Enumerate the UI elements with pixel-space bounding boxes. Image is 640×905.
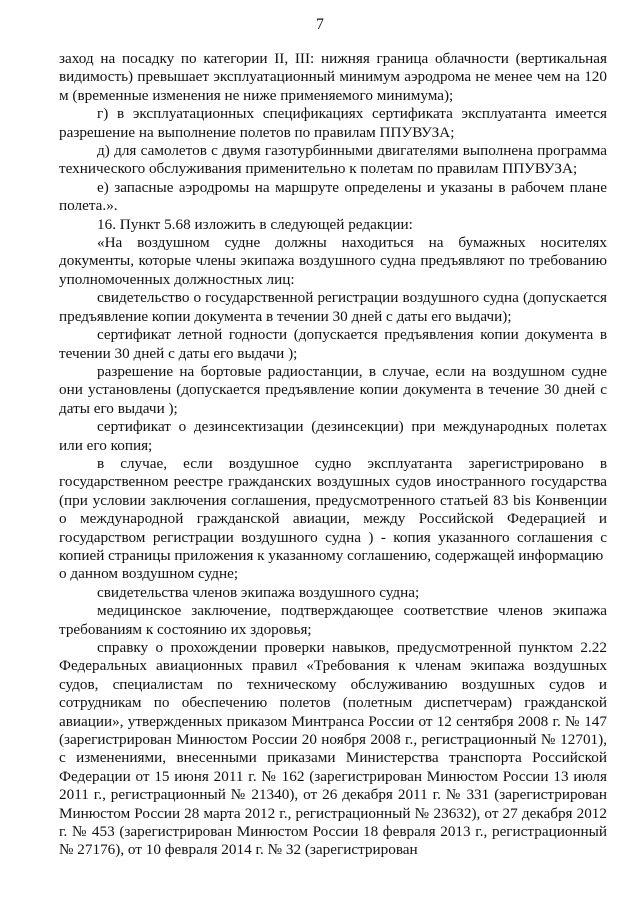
paragraph-item-d: д) для самолетов с двумя газотурбинными двигателями выполнена программа технического обслуживания применительно к полетам по правилам ППУВУЗА;: [59, 142, 607, 178]
paragraph-aircraft-info: о данном воздушном судне;: [59, 565, 239, 583]
page-number: 7: [316, 16, 324, 33]
paragraph-documents-intro: «На воздушном судне должны находиться на бумажных носителях документы, которые члены экипажа воздушного судна предъявляют по требованию уполномоченных должностных лиц:: [59, 234, 607, 288]
paragraph-disinsection-certificate: сертификат о дезинсектизации (дезинсекции) при международных полетах или его копия;: [59, 418, 607, 454]
paragraph-registration-certificate: свидетельство о государственной регистрации воздушного судна (допускается предъявление копии документа в течении 30 дней с даты его выдачи);: [59, 289, 607, 325]
paragraph-item-g: г) в эксплуатационных спецификациях сертификата эксплуатанта имеется разрешение на выполнение полетов по правилам ППУВУЗА;: [59, 105, 607, 141]
paragraph-medical-certificate: медицинское заключение, подтверждающее соответствие членов экипажа требованиям к состоянию их здоровья;: [59, 602, 607, 638]
document-body: [59, 50, 607, 860]
paragraph-approach-category: заход на посадку по категории II, III: нижняя граница облачности (вертикальная видимость) превышает эксплуатационный минимум аэродрома не менее чем на 120 м (временные изменения не ниже применяемого минимума);: [59, 50, 607, 104]
paragraph-airworthiness-certificate: сертификат летной годности (допускается предъявления копии документа в течении 30 дней с даты его выдачи );: [59, 326, 607, 362]
paragraph-radio-permit: разрешение на бортовые радиостанции, в случае, если на воздушном судне они установлены (допускается предъявление копии документа в течение 30 дней с даты его выдачи );: [59, 362, 607, 417]
paragraph-item-e: е) запасные аэродромы на маршруте определены и указаны в рабочем плане полета.».: [59, 178, 607, 215]
paragraph-foreign-registration: в случае, если воздушное судно эксплуатанта зарегистрировано в государственном реестре гражданских воздушных судов иностранного государства (при условии заключения соглашения, предусмотренного статьей 83 bis Конвенции о международной гражданской авиации, между Российской Федерацией и государством регистрации воздушного судна ) - копия указанного соглашения с копией страницы приложения к указанному соглашению, содержащей информацию: [59, 454, 607, 564]
paragraph-point-16: 16. Пункт 5.68 изложить в следующей редакции:: [97, 215, 413, 233]
paragraph-skills-check: справку о прохождении проверки навыков, предусмотренной пунктом 2.22 Федеральных авиационных правил «Требования к членам экипажа воздушных судов, специалистам по техническому обслуживанию воздушных судов и сотрудникам по обеспечению полетов (полетным диспетчерам) гражданской авиации», утвержденных приказом Минтранса России от 12 сентября 2008 г. № 147 (зарегистрирован Минюстом России 20 ноября 2008 г., регистрационный № 12701), с изменениями, внесенными приказами Министерства транспорта Российской Федерации от 15 июня 2011 г. № 162 (зарегистрирован Минюстом России 13 июля 2011 г., регистрационный № 21340), от 26 декабря 2011 г. № 331 (зарегистрирован Минюстом России 28 марта 2012 г., регистрационный № 23632), от 27 декабря 2012 г. № 453 (зарегистрирован Минюстом России 18 февраля 2013 г., регистрационный № 27176), от 10 февраля 2014 г. № 32 (зарегистрирован: [59, 639, 607, 859]
paragraph-crew-certificates: свидетельства членов экипажа воздушного судна;: [97, 583, 420, 601]
